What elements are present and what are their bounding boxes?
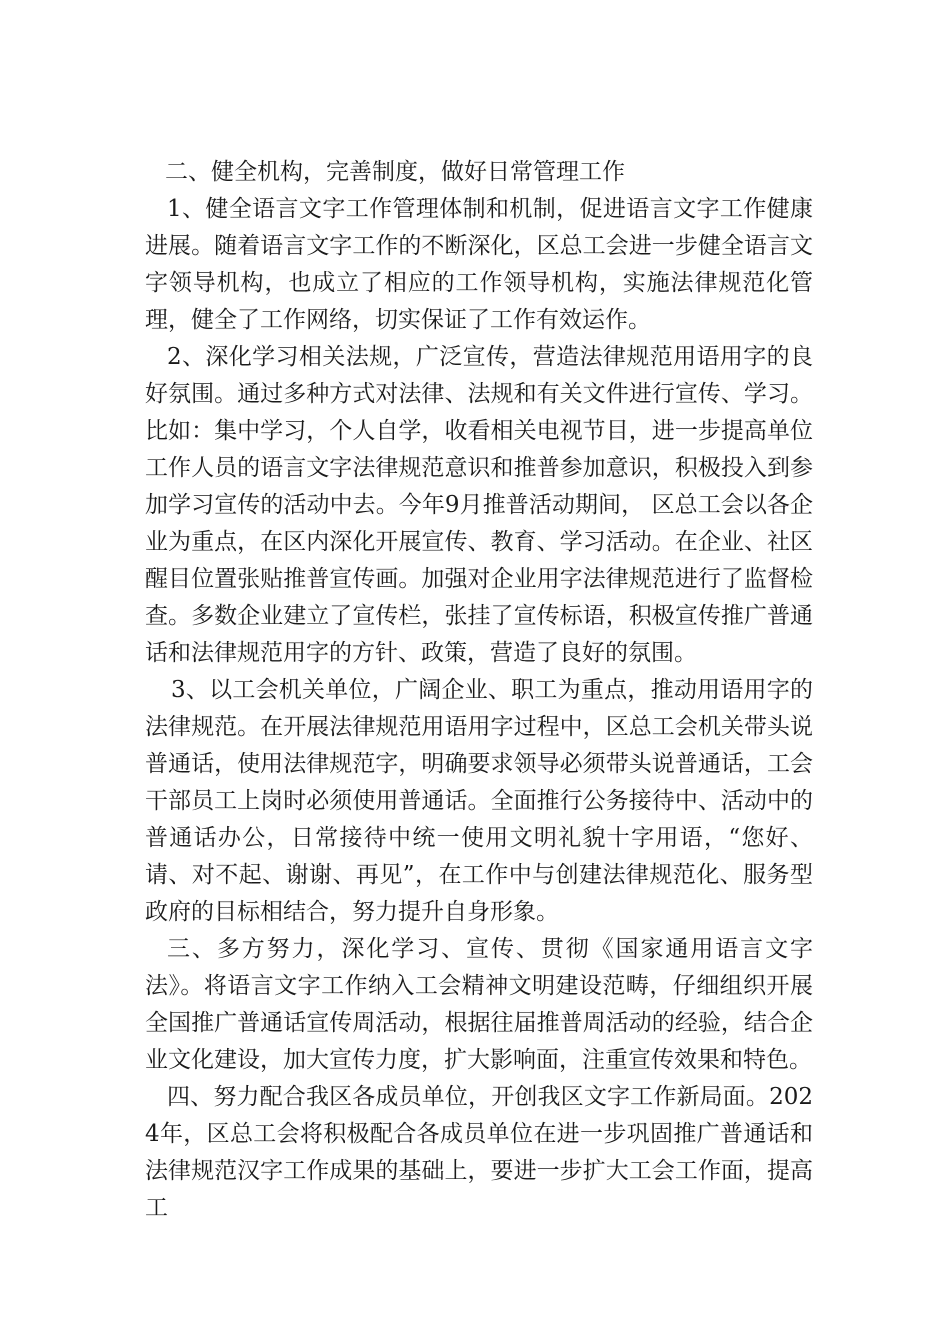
section-heading-2: 二、健全机构，完善制度，做好日常管理工作: [165, 159, 625, 185]
section-heading-3-paragraph: 三、多方努力，深化学习、宣传、贯彻《国家通用语言文字法》。将语言文字工作纳入工会精神文明建设范畴，仔细组织开展全国推广普通话宣传周活动，根据往届推普周活动的经验，结合企业文化建设，加大宣传力度，扩大影响面，注重宣传效果和特色。: [145, 936, 813, 1073]
paragraph-item-3: 3、以工会机关单位，广阔企业、职工为重点，推动用语用字的法律规范。在开展法律规范用语用字过程中，区总工会机关带头说普通话，使用法律规范字，明确要求领导必须带头说普通话，工会干部员工上岗时必须使用普通话。全面推行公务接待中、活动中的普通话办公，日常接待中统一使用文明礼貌十字用语，“您好、请、对不起、谢谢、再见”，在工作中与创建法律规范化、服务型政府的目标相结合，努力提升自身形象。: [145, 677, 813, 925]
paragraph-item-2: 2、深化学习相关法规，广泛宣传，营造法律规范用语用字的良好氛围。通过多种方式对法律、法规和有关文件进行宣传、学习。比如：集中学习，个人自学，收看相关电视节目，进一步提高单位工作人员的语言文字法律规范意识和推普参加意识，积极投入到参加学习宣传的活动中去。今年9月推普活动期间， 区总工会以各企业为重点，在区内深化开展宣传、教育、学习活动。在企业、社区醒目位置张贴推普宣传画。加强对企业用字法律规范进行了监督检查。多数企业建立了宣传栏，张挂了宣传标语，积极宣传推广普通话和法律规范用字的方针、政策，营造了良好的氛围。: [145, 344, 813, 666]
section-heading-4-paragraph: 四、努力配合我区各成员单位，开创我区文字工作新局面。2024年，区总工会将积极配合各成员单位在进一步巩固推广普通话和法律规范汉字工作成果的基础上，要进一步扩大工会工作面，提高工: [145, 1084, 813, 1221]
paragraph-item-1: 1、健全语言文字工作管理体制和机制，促进语言文字工作健康进展。随着语言文字工作的不断深化，区总工会进一步健全语言文字领导机构，也成立了相应的工作领导机构，实施法律规范化管理，健全了工作网络，切实保证了工作有效运作。: [145, 196, 813, 333]
document-body: [145, 154, 813, 1227]
